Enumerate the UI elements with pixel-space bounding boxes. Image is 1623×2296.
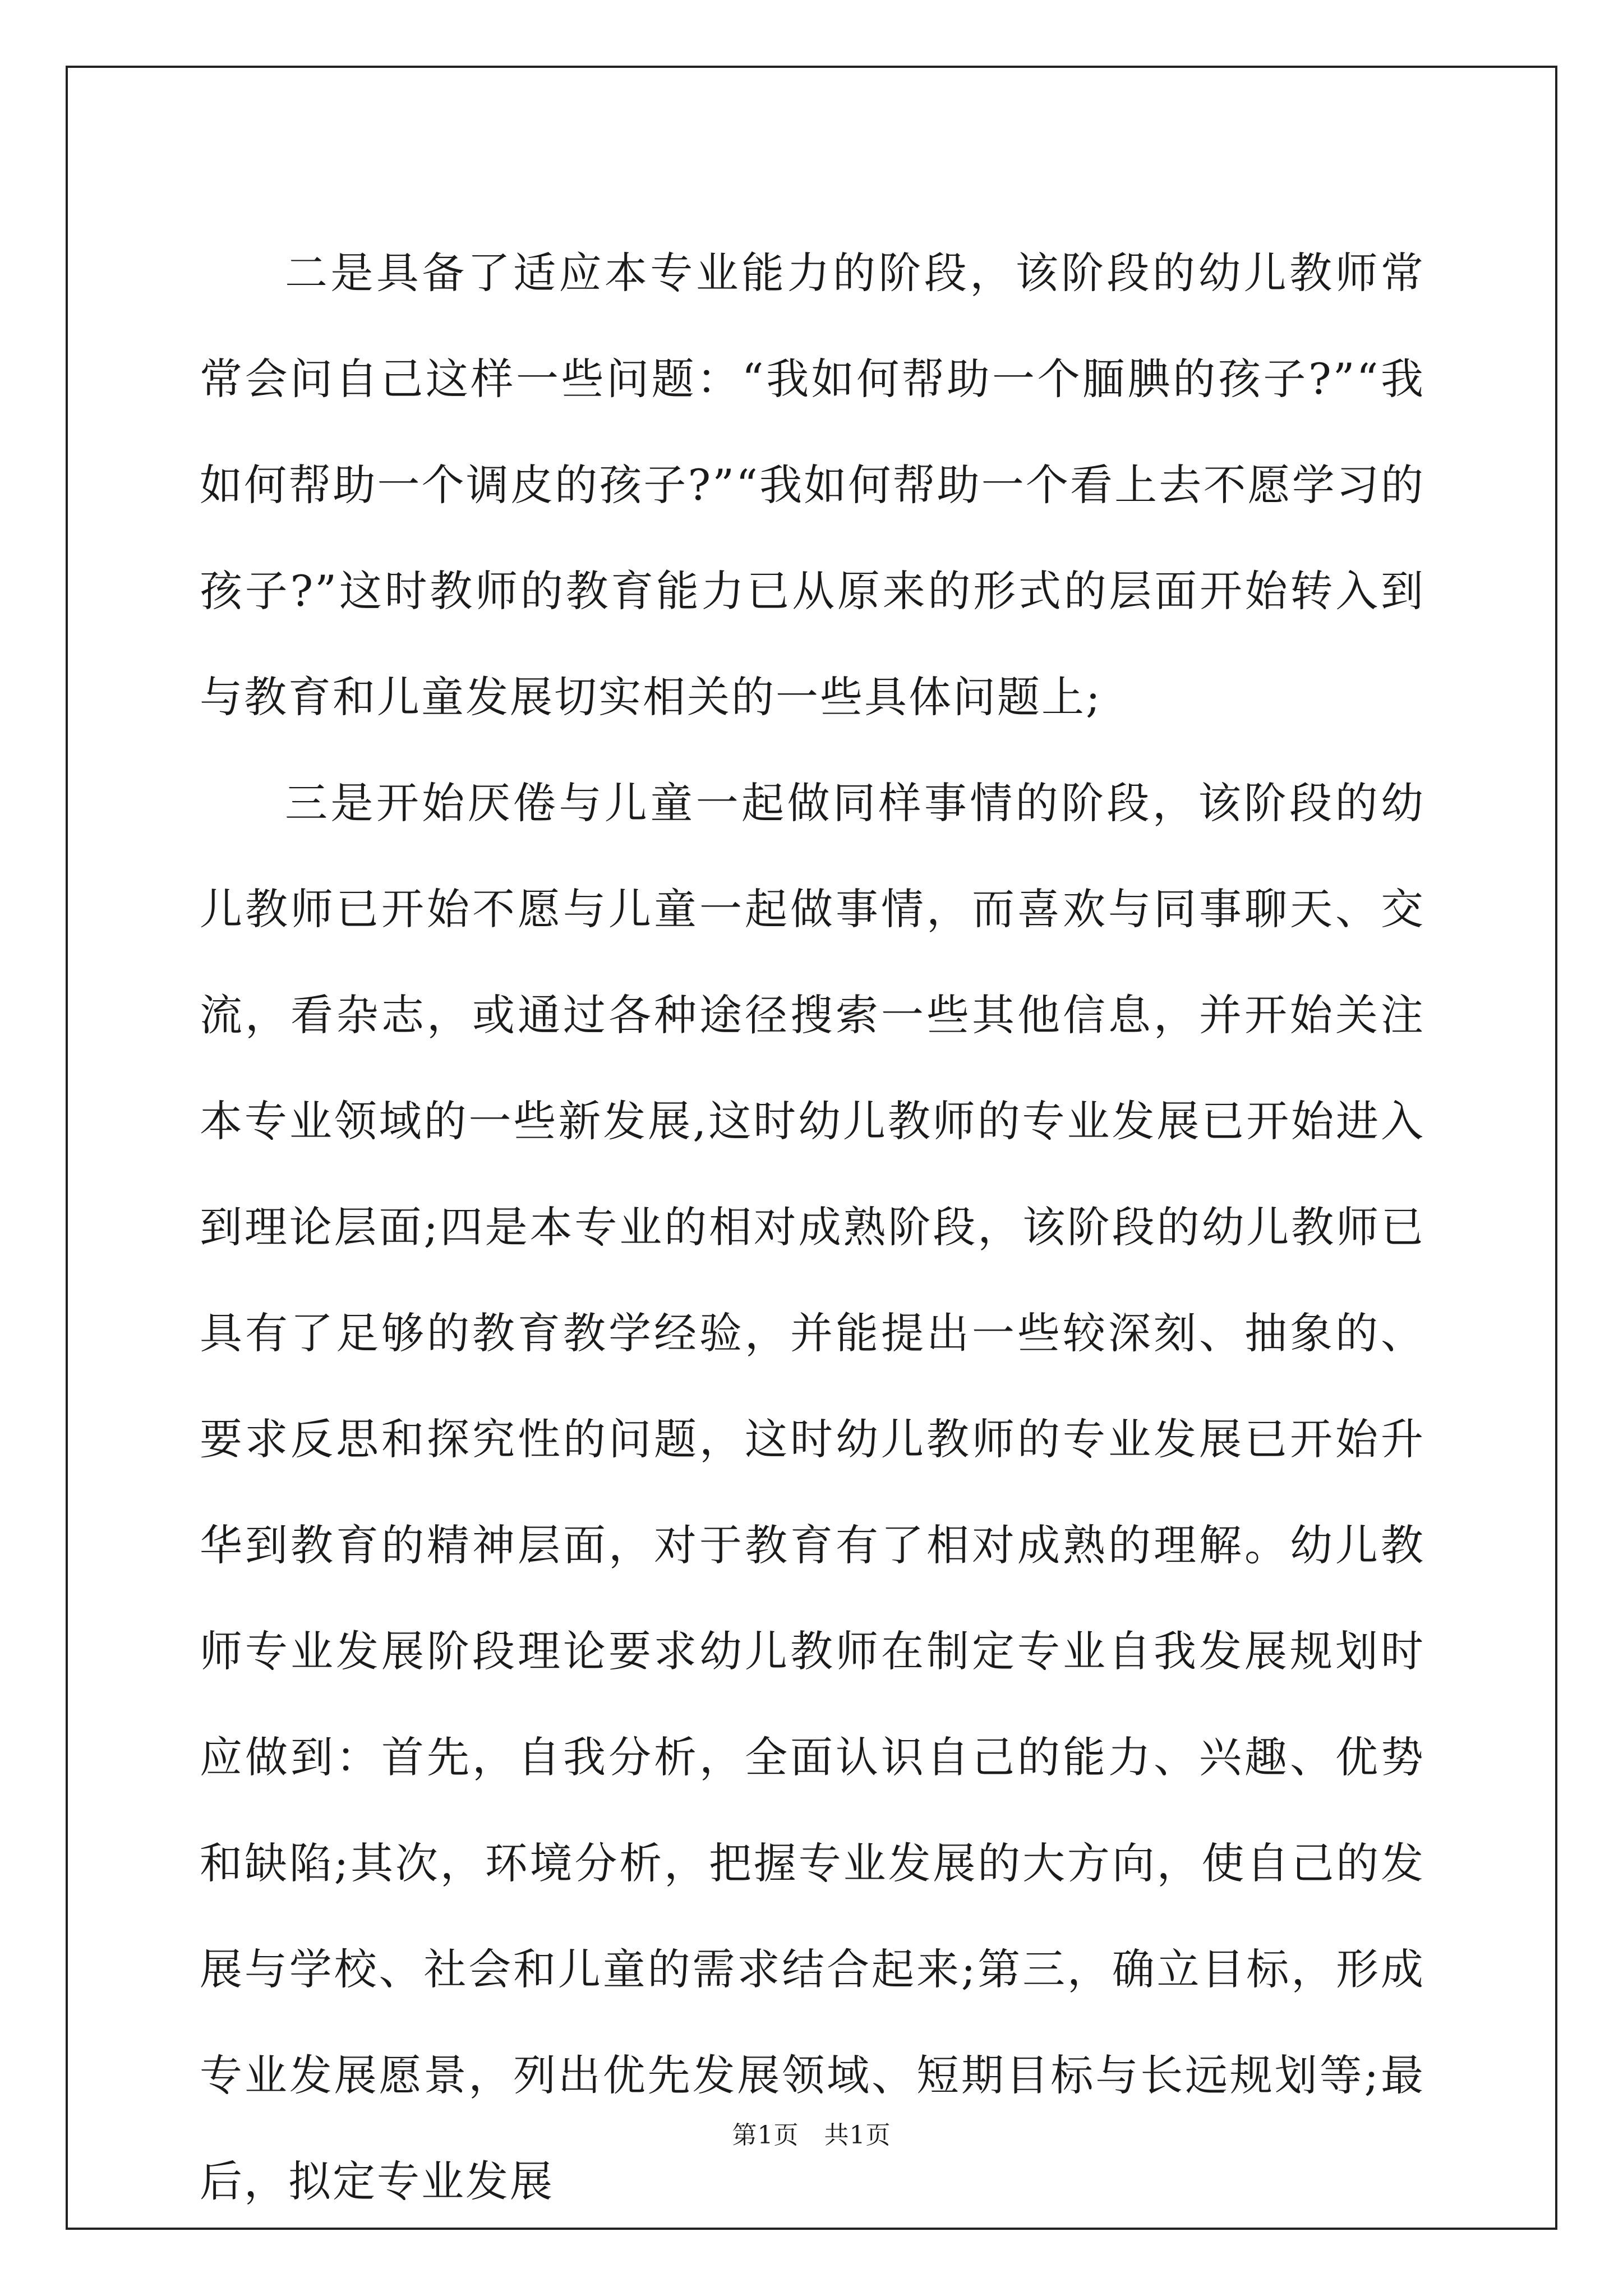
page-number-footer: 第1页 共1页	[732, 2121, 891, 2150]
paragraph-stage-three: 三是开始厌倦与儿童一起做同样事情的阶段，该阶段的幼儿教师已开始不愿与儿童一起做事情，而喜欢与同事聊天、交流，看杂志，或通过各种途径搜索一些其他信息，并开始关注本专业领域的一些新发展,这时幼儿教师的专业发展已开始进入到理论层面;四是本专业的相对成熟阶段，该阶段的幼儿教师已具有了足够的教育教学经验，并能提出一些较深刻、抽象的、要求反思和探究性的问题，这时幼儿教师的专业发展已开始升华到教育的精神层面，对于教育有了相对成熟的理解。幼儿教师专业发展阶段理论要求幼儿教师在制定专业自我发展规划时应做到：首先，自我分析，全面认识自己的能力、兴趣、优势和缺陷;其次，环境分析，把握专业发展的大方向，使自己的发展与学校、社会和儿童的需求结合起来;第三，确立目标，形成专业发展愿景，列出优先发展领域、短期目标与长远规划等;最后，拟定专业发展	[200, 778, 1425, 2206]
paragraph-stage-two: 二是具备了适应本专业能力的阶段，该阶段的幼儿教师常常会问自己这样一些问题：“我如何帮助一个腼腆的孩子?”“我如何帮助一个调皮的孩子?”“我如何帮助一个看上去不愿学习的孩子?”这时教师的教育能力已从原来的形式的层面开始转入到与教育和儿童发展切实相关的一些具体问题上;	[200, 248, 1425, 722]
document-body	[200, 220, 1425, 2234]
